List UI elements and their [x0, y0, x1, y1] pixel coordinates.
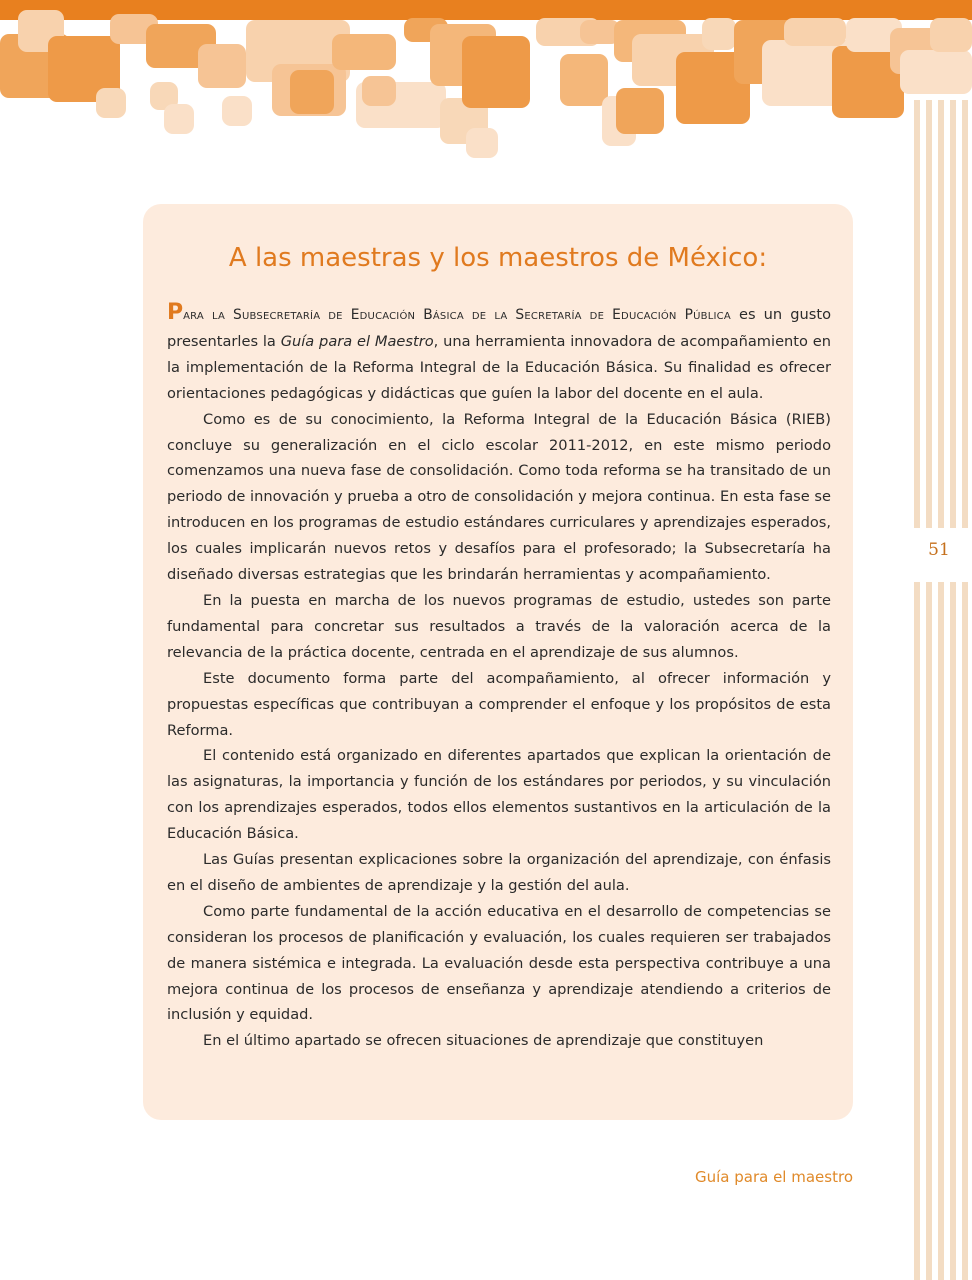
intro-paragraph [167, 300, 831, 407]
margin-stripes [912, 100, 972, 1280]
body-paragraph: Las Guías presentan explicaciones sobre la organización del aprendizaje, con énfasis en el diseño de ambientes de aprendizaje y la gestión del aula. [167, 851, 831, 894]
deco-square [332, 34, 396, 70]
margin-stripe [950, 100, 956, 1280]
deco-square [222, 96, 252, 126]
deco-square [616, 88, 664, 134]
deco-square [784, 18, 846, 46]
deco-square [164, 104, 194, 134]
deco-square [290, 70, 334, 114]
deco-square [702, 18, 736, 50]
intro-text: es un gusto presentarles la [167, 306, 831, 350]
margin-stripe [938, 100, 944, 1280]
deco-square [362, 76, 396, 106]
body-paragraph: Este documento forma parte del acompañamiento, al ofrecer información y propuestas específicas que contribuyan a comprender el enfoque y los propósitos de esta Reforma. [167, 669, 831, 739]
deco-square [462, 36, 530, 108]
page-number: 51 [928, 540, 950, 560]
body-paragraph: En el último apartado se ofrecen situaciones de aprendizaje que constituyen [203, 1032, 764, 1050]
deco-square [466, 128, 498, 158]
deco-square [96, 88, 126, 118]
guide-title-italic: Guía para el Maestro [280, 332, 434, 350]
intro-text-cont: , una herramienta innovadora de acompañamiento en la implementación de la Reforma Integral de la Educación Básica. Su finalidad es ofrecer orientaciones pedagógicas y didácticas que guíen la labor del docente en el aula. [167, 332, 831, 402]
deco-square [930, 18, 972, 52]
letter-body [167, 300, 831, 1054]
body-paragraph: Como es de su conocimiento, la Reforma Integral de la Educación Básica (RIEB) concluye su generalización en el ciclo escolar 2011-2012, en este mismo periodo comenzamos una nueva fase de consolidación. Como toda reforma se ha transitado de un periodo de innovación y prueba a otro de consolidación y mejora continua. En esta fase se introducen en los programas de estudio estándares curriculares y aprendizajes esperados, los cuales implicarán nuevos retos y desafíos para el profesorado; la Subsecretaría ha diseñado diversas estrategias que les brindarán herramientas y acompañamiento. [167, 410, 831, 584]
dropcap: P [167, 300, 184, 325]
intro-smallcaps: ara la Subsecretaría de Educación Básica de la Secretaría de Educación Pública [183, 307, 731, 323]
body-paragraph: El contenido está organizado en diferentes apartados que explican la orientación de las asignaturas, la importancia y función de los estándares por periodos, y su vinculación con los aprendizajes esperados, todos ellos elementos sustantivos en la articulación de la Educación Básica. [167, 747, 831, 843]
margin-stripe [926, 100, 932, 1280]
body-paragraph: En la puesta en marcha de los nuevos programas de estudio, ustedes son parte fundamental para concretar sus resultados a través de la valoración acerca de la relevancia de la práctica docente, centrada en el aprendizaje de sus alumnos. [167, 591, 831, 661]
body-paragraph: Como parte fundamental de la acción educativa en el desarrollo de competencias se consideran los procesos de planificación y evaluación, los cuales requieren ser trabajados de manera sistémica e integrada. La evaluación desde esta perspectiva contribuye a una mejora continua de los procesos de enseñanza y aprendizaje atendiendo a criterios de inclusión y equidad. [167, 902, 831, 1024]
margin-stripe [914, 100, 920, 1280]
letter-title: A las maestras y los maestros de México: [228, 243, 768, 274]
margin-stripe [962, 100, 968, 1280]
deco-square [560, 54, 608, 106]
page-footer: Guía para el maestro [694, 1168, 853, 1186]
deco-square [900, 50, 972, 94]
deco-square [198, 44, 246, 88]
